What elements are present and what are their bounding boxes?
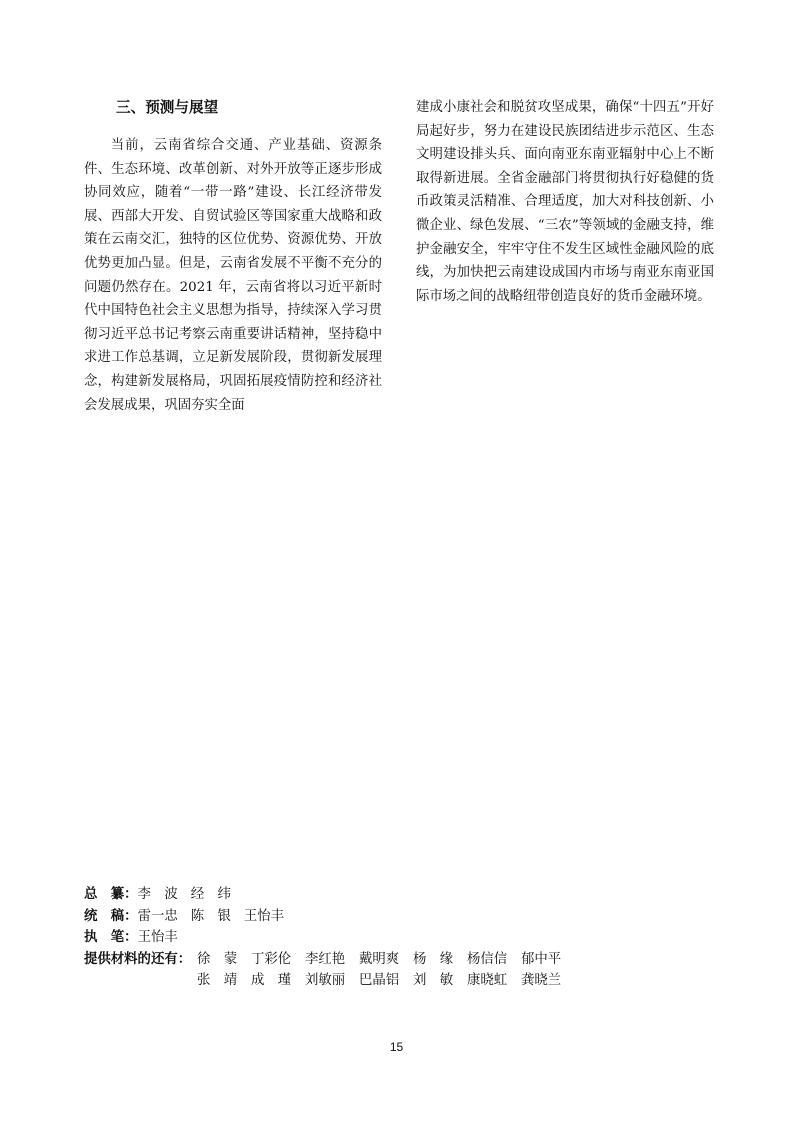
credit-label-contributors: 提供材料的还有： bbox=[84, 951, 192, 967]
credit-name: 陈 银 bbox=[190, 908, 231, 924]
section-heading: 三、预测与展望 bbox=[116, 99, 219, 116]
credit-label-editors: 统 稿： bbox=[84, 908, 138, 924]
contributor-name: 徐 蒙 bbox=[197, 951, 238, 967]
credit-name: 王怡丰 bbox=[243, 908, 285, 924]
credit-row-contributors bbox=[84, 949, 644, 992]
credit-label-chief: 总 纂： bbox=[84, 887, 138, 902]
left-column bbox=[84, 96, 382, 417]
left-paragraph: 当前，云南省综合交通、产业基础、资源条件、生态环境、改革创新、对外开放等正逐步形成协同效应，随着“一带一路”建设、长江经济带发展、西部大开发、自贸试验区等国家重大战略和政策在云南交汇，独特的区位优势、资源优势、开放优势更加凸显。但是，云南省发展不平衡不充分的问题仍然存在。2021 年，云南省将以习近平新时代中国特色社会主义思想为指导，持续深入学习贯彻习近平总书记考察云南重要讲话精神，坚持稳中求进工作总基调，立足新发展阶段，贯彻新发展理念，构建新发展格局，巩固拓展疫情防控和经济社会发展成果，巩固夯实全面 bbox=[84, 138, 382, 413]
credit-name: 李 波 bbox=[137, 887, 178, 902]
contributor-name: 康晓虹 bbox=[467, 973, 508, 988]
credit-row-editors bbox=[84, 906, 644, 928]
contributor-name: 戴明爽 bbox=[359, 951, 400, 967]
credits-block bbox=[84, 884, 644, 992]
contributor-name: 巴晶铝 bbox=[359, 973, 400, 988]
credit-row-writer bbox=[84, 927, 644, 949]
contributor-name: 成 瑾 bbox=[251, 973, 292, 988]
contributor-grid bbox=[197, 949, 575, 992]
contributor-name: 李红艳 bbox=[305, 951, 346, 967]
contributor-name: 刘 敏 bbox=[413, 973, 454, 988]
contributor-name: 龚晓兰 bbox=[521, 973, 562, 988]
credit-name: 经 纬 bbox=[190, 887, 231, 902]
credit-row-chief bbox=[84, 884, 644, 906]
contributor-name: 杨信信 bbox=[467, 951, 508, 967]
credit-label-writer: 执 笔： bbox=[84, 930, 138, 945]
page-number: 15 bbox=[389, 1040, 404, 1054]
credit-name: 雷一忠 bbox=[137, 908, 178, 924]
contributor-name: 丁彩伦 bbox=[251, 951, 292, 967]
right-column bbox=[416, 96, 714, 308]
credit-name: 王怡丰 bbox=[137, 930, 178, 945]
right-paragraph: 建成小康社会和脱贫攻坚成果，确保“十四五”开好局起好步，努力在建设民族团结进步示范区、生态文明建设排头兵、面向南亚东南亚辐射中心上不断取得新进展。全省金融部门将贯彻执行好稳健的货币政策灵活精准、合理适度，加大对科技创新、小微企业、绿色发展、“三农”等领域的金融支持，维护金融安全，牢牢守住不发生区域性金融风险的底线，为加快把云南建设成国内市场与南亚东南亚国际市场之间的战略纽带创造良好的货币金融环境。 bbox=[416, 100, 714, 304]
contributor-name: 张 靖 bbox=[197, 973, 238, 988]
contributor-name: 刘敏丽 bbox=[305, 973, 346, 988]
contributor-name: 杨 缘 bbox=[413, 951, 454, 967]
contributor-name: 郁中平 bbox=[521, 951, 562, 967]
